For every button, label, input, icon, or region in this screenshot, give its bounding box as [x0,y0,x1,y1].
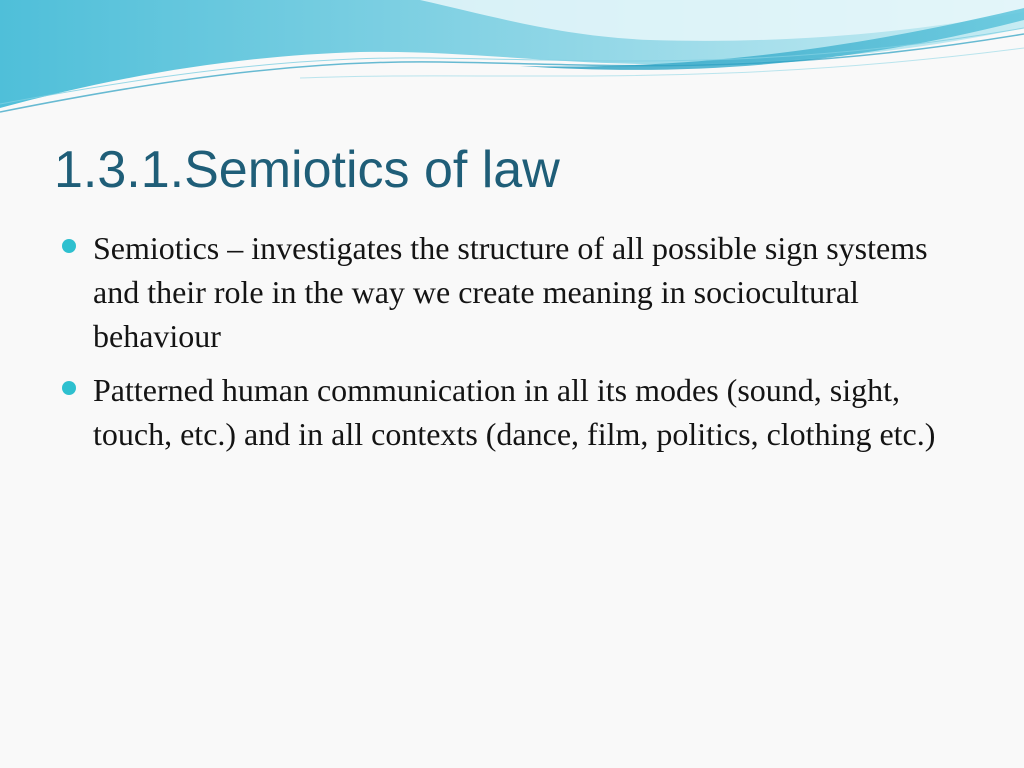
bullet-text: Patterned human communication in all its modes (sound, sight, touch, etc.) and in all contexts (dance, film, politics, clothing etc.) [93,372,936,452]
slide-title: 1.3.1.Semiotics of law [54,141,560,199]
bullet-list [62,226,942,466]
bullet-marker-icon [62,239,76,253]
bullet-text: Semiotics – investigates the structure of all possible sign systems and their role in the way we create meaning in sociocultural behaviour [93,230,928,354]
bullet-item [62,368,942,456]
bullet-marker-icon [62,381,76,395]
decorative-wave-header [0,0,1024,130]
bullet-item [62,226,942,358]
